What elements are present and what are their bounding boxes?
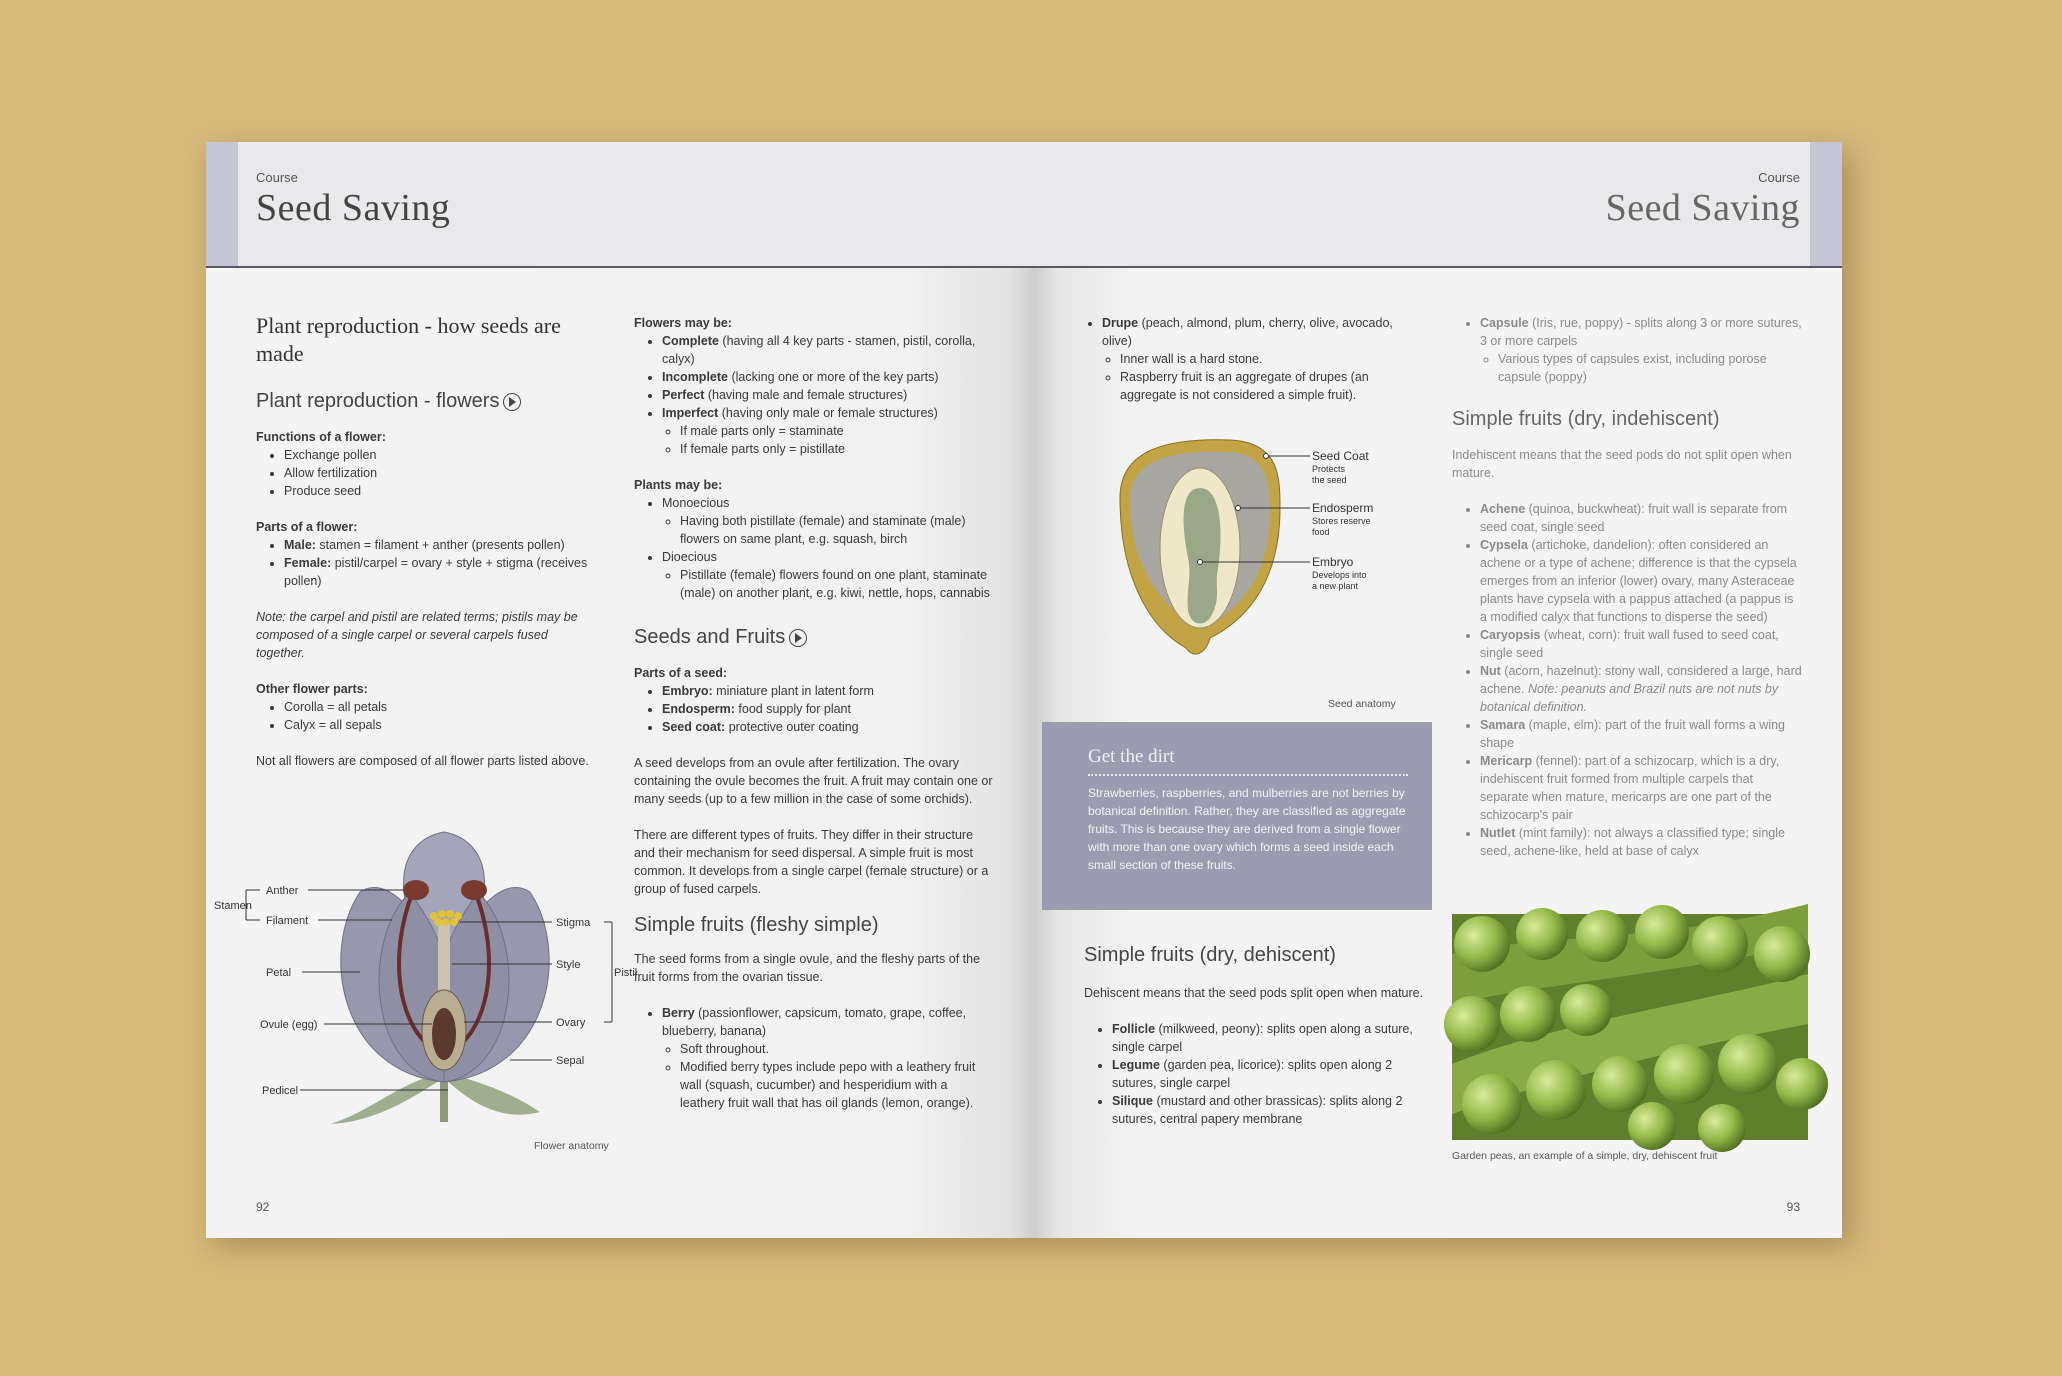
label-seed-coat-desc-2: the seed [1312,475,1347,485]
right-header-tab [1810,142,1842,266]
list-item [1480,500,1802,536]
fleshy-paragraph: The seed forms from a single ovule, and the fleshy parts of the fruit forms from the ovarian tissue. [634,952,981,984]
label-seed-coat-desc-1: Protects [1312,464,1346,474]
other-parts-label: Other flower parts: [256,682,368,696]
course-label: Course [1758,170,1800,185]
term: Drupe [1102,316,1139,330]
term: Complete [662,334,719,348]
label-embryo-desc-2: a new plant [1312,581,1359,591]
seeds-heading [634,624,994,650]
seed-parts-list [634,682,994,736]
term: Monoecious [662,496,730,510]
list-item [662,386,994,404]
sepal-left [330,1072,444,1124]
term: Embryo: [662,684,713,698]
label-seed-coat: Seed Coat [1312,449,1369,463]
definition: (mint family): not always a classified type; single seed, achene-like, held at base of calyx [1480,826,1785,858]
definition: (maple, elm): part of the fruit wall forms a wing shape [1480,718,1785,750]
parts-label: Parts of a flower: [256,520,358,534]
seed-anatomy-figure [1110,438,1410,688]
term: Incomplete [662,370,728,384]
other-parts-list [256,698,596,734]
capsule-list [1452,314,1802,386]
left-header [206,142,1034,268]
page-number-left: 92 [256,1200,270,1214]
list-item: • Exchange pollen [284,446,596,464]
garden-peas-photo [1452,914,1808,1140]
list-item: ◦ If male parts only = staminate [680,422,994,440]
plant-types-list [634,494,994,602]
list-item: ◦ Various types of capsules exist, including porose capsule (poppy) [1498,350,1802,386]
list-item [662,368,994,386]
label-style: Style [556,959,581,971]
term: Samara [1480,718,1526,732]
label-endosperm-desc-2: food [1312,527,1330,537]
list-item [1480,752,1802,824]
list-item [662,494,994,548]
callout-title: Get the dirt [1088,746,1175,767]
list-item [1480,824,1802,860]
definition: (fennel): part of a schizocarp, which is a dry, indehiscent fruit formed from multiple carpels that separate when mature, mericarps are one part of the schizocarp's pair [1480,754,1780,822]
label-stigma: Stigma [556,917,591,929]
definition: (lacking one or more of the key parts) [728,370,939,384]
label-filament: Filament [266,915,309,927]
seeds-heading-text: Seeds and Fruits [634,626,786,648]
right-page [1034,142,1842,1238]
left-column-2 [634,314,994,1112]
list-item: • Produce seed [284,482,596,500]
term: Follicle [1112,1022,1156,1036]
ovule [432,1008,456,1060]
definition: pistil/carpel = ovary + style + stigma (receives pollen) [284,556,588,588]
page-number-right: 93 [1786,1200,1800,1214]
definition: (quinoa, buckwheat): fruit wall is separate from seed coat, single seed [1480,502,1788,534]
definition: (having all 4 key parts - stamen, pistil, corolla, calyx) [662,334,976,366]
term: Male: [284,538,316,552]
peas-illustration [1452,914,1808,1140]
label-anther: Anther [266,885,299,897]
seed-caption: Seed anatomy [1328,698,1396,710]
term: Silique [1112,1094,1153,1108]
fleshy-heading: Simple fruits (fleshy simple) [634,914,879,936]
imperfect-sublist [662,422,994,458]
seed-paragraph-1: A seed develops from an ovule after fertilization. The ovary containing the ovule becomes the fruit. A fruit may contain one or many seeds (up to a few million in the case of some orchids). [634,756,993,806]
definition: (mustard and other brassicas): splits along 2 sutures, central papery membrane [1112,1094,1403,1126]
list-item [662,682,994,700]
label-embryo: Embryo [1312,555,1354,569]
term: Achene [1480,502,1526,516]
term: Caryopsis [1480,628,1541,642]
label-pistil: Pistil [614,967,638,979]
definition: (artichoke, dandelion): often considered an achene or a type of achene; difference is that the cypsela emerges from an inferior (lower) ovary, many Asteraceae plants have cypsela with a pappus attached (a pappus is a modified calyx that functions to disperse the seed) [1480,538,1797,624]
indehiscent-paragraph: Indehiscent means that the seed pods do not split open when mature. [1452,448,1792,480]
list-item [662,332,994,368]
list-item [662,404,994,458]
list-item: ◦ Modified berry types include pepo with a leathery fruit wall (squash, cucumber) and hesperidium with a leathery fruit wall that has oil glands (lemon, orange). [680,1058,994,1112]
list-item [662,1004,994,1112]
label-sepal: Sepal [556,1055,585,1067]
list-item [1480,662,1802,716]
dehiscent-paragraph: Dehiscent means that the seed pods split open when mature. [1084,986,1424,1000]
not-all-text: Not all flowers are composed of all flower parts listed above. [256,754,589,768]
label-ovary: Ovary [556,1017,586,1029]
list-item [662,700,994,718]
course-label: Course [256,170,298,185]
list-item [662,718,994,736]
right-column-1-lower [1084,942,1424,1128]
term: Mericarp [1480,754,1533,768]
term: Seed coat: [662,720,726,734]
indehiscent-list [1452,500,1802,860]
list-item: ◦ Having both pistillate (female) and staminate (male) flowers on same plant, e.g. squash, birch [680,512,994,548]
list-item: • Calyx = all sepals [284,716,596,734]
term: Berry [662,1006,695,1020]
label-stamen: Stamen [214,900,252,912]
dehiscent-heading: Simple fruits (dry, dehiscent) [1084,944,1336,966]
term: Nutlet [1480,826,1516,840]
term: Dioecious [662,550,717,564]
right-column-1 [1074,314,1420,404]
list-item [1480,626,1802,662]
definition: (passionflower, capsicum, tomato, grape, coffee, blueberry, banana) [662,1006,967,1038]
definition: (wheat, corn): fruit wall fused to seed coat, single seed [1480,628,1779,660]
course-title: Seed Saving [1605,187,1800,229]
flowers-may-be-label: Flowers may be: [634,316,732,330]
play-icon[interactable] [789,629,807,647]
list-item [1480,314,1802,386]
list-item: ◦ Inner wall is a hard stone. [1120,350,1420,368]
label-petal: Petal [266,967,292,979]
definition: (garden pea, licorice): splits open along 2 sutures, single carpel [1112,1058,1393,1090]
left-header-tab [206,142,238,266]
definition: food supply for plant [734,702,851,716]
functions-label: Functions of a flower: [256,430,386,444]
list-item: ◦ Pistillate (female) flowers found on one plant, staminate (male) on another plant, e.g. kiwi, nettle, hops, cannabis [680,566,994,602]
term: Perfect [662,388,705,402]
flower-caption: Flower anatomy [534,1140,609,1152]
right-header [1034,142,1842,268]
list-item [1480,716,1802,752]
left-column-1 [256,312,596,770]
play-icon[interactable] [503,393,521,411]
list-item [662,548,994,602]
drupe-list [1074,314,1420,404]
definition: (Iris, rue, poppy) - splits along 3 or more sutures, 3 or more carpels [1480,316,1802,348]
definition: (having only male or female structures) [718,406,938,420]
main-heading: Plant reproduction - how seeds are made [256,313,561,366]
right-column-2 [1452,314,1802,860]
definition: (acorn, hazelnut): stony wall, considered a large, hard achene. [1480,664,1802,696]
indehiscent-heading: Simple fruits (dry, indehiscent) [1452,408,1720,430]
flowers-heading [256,388,596,414]
term: Capsule [1480,316,1529,330]
note: Note: peanuts and Brazil nuts are not nuts by botanical definition. [1480,682,1779,714]
list-item [1102,314,1420,404]
dehiscent-list [1084,1020,1424,1128]
course-title: Seed Saving [256,187,451,229]
term: Cypsela [1480,538,1528,552]
list-item: • Corolla = all petals [284,698,596,716]
callout-text: Strawberries, raspberries, and mulberries are not berries by botanical definition. Rather, they are classified as aggregate fruits. This is because they are derived from a single flower with more than one ovary which forms a seed inside each small section of these fruits. [1088,786,1406,872]
term: Imperfect [662,406,719,420]
definition: (milkweed, peony): splits open along a suture, single carpel [1112,1022,1413,1054]
embryo [1184,488,1221,624]
parts-list [256,536,596,590]
left-page [206,142,1034,1238]
list-item [1112,1092,1424,1128]
flower-anatomy-figure [214,832,640,1122]
definition: (having male and female structures) [704,388,908,402]
functions-list [256,446,596,500]
peas-caption: Garden peas, an example of a simple, dry, dehiscent fruit [1452,1150,1718,1162]
list-item [284,554,596,590]
anther-left [403,880,429,900]
label-embryo-desc-1: Develops into [1312,570,1367,580]
label-ovule: Ovule (egg) [260,1019,318,1031]
anther-right [461,880,487,900]
flowers-heading-text: Plant reproduction - flowers [256,390,500,412]
list-item: ◦ If female parts only = pistillate [680,440,994,458]
label-endosperm: Endosperm [1312,501,1374,515]
seed-parts-label: Parts of a seed: [634,666,728,680]
callout-divider [1088,774,1408,776]
term: Female: [284,556,332,570]
flower-types-list [634,332,994,458]
definition: stamen = filament + anther (presents pollen) [315,538,565,552]
get-the-dirt-callout [1042,722,1432,910]
definition: (peach, almond, plum, cherry, olive, avocado, olive) [1102,316,1393,348]
definition: miniature plant in latent form [712,684,874,698]
definition: protective outer coating [725,720,859,734]
label-endosperm-desc-1: Stores reserve [1312,516,1371,526]
fleshy-list [634,1004,994,1112]
list-item: ◦ Soft throughout. [680,1040,994,1058]
list-item: ◦ Raspberry fruit is an aggregate of drupes (an aggregate is not considered a simple fruit). [1120,368,1420,404]
seed-paragraph-2: There are different types of fruits. They differ in their structure and their mechanism for seed dispersal. A simple fruit is most common. It develops from a single carpel (female structure) or a group of fused carpels. [634,828,989,896]
carpel-note: Note: the carpel and pistil are related terms; pistils may be composed of a single carpel or several carpels fused together. [256,610,578,660]
label-pedicel: Pedicel [262,1085,299,1097]
plants-may-be-label: Plants may be: [634,478,723,492]
list-item [1112,1056,1424,1092]
term: Endosperm: [662,702,735,716]
term: Legume [1112,1058,1160,1072]
list-item [1112,1020,1424,1056]
list-item [284,536,596,554]
list-item [1480,536,1802,626]
list-item: • Allow fertilization [284,464,596,482]
term: Nut [1480,664,1501,678]
